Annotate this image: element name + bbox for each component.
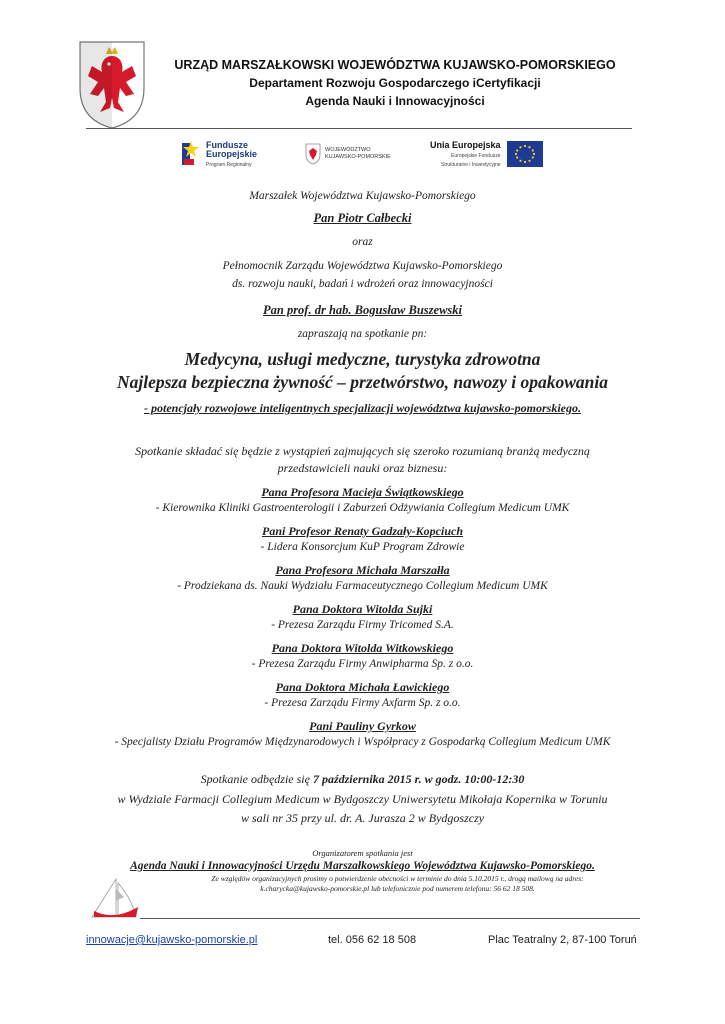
event-date: 7 października 2015 r. w godz. 10:00-12:30: [312, 772, 525, 786]
wojewodztwo-logo: [305, 138, 391, 170]
ue-title: Unia Europejska: [430, 139, 501, 150]
organizer-label: Organizatorem spotkania jest: [312, 848, 413, 858]
footer-divider: [140, 918, 640, 919]
meeting-title-1: Medycyna, usługi medyczne, turystyka zdrowotna: [184, 349, 541, 369]
small-coat-icon: [305, 143, 321, 165]
plenipotentiary-title: Pełnomocnik Zarządu Województwa Kujawsko-Pomorskiego: [222, 260, 503, 272]
speaker-name: Pana Doktora Michała Ławickiego: [275, 680, 450, 694]
speaker-role: - Kierownika Kliniki Gastroenterologii i Zaburzeń Odżywiania Collegium Medicum UMK: [155, 502, 570, 514]
speaker-name: Pani Profesor Renaty Gadzały-Kopciuch: [262, 524, 463, 538]
fundusze-europejskie-logo: [180, 138, 257, 170]
woj-line1: WOJEWÓDZTWO: [325, 147, 371, 153]
speaker-name: Pana Doktora Witolda Witkowskiego: [271, 641, 454, 655]
footer-phone: tel. 056 62 18 508: [328, 934, 417, 946]
header-divider: [86, 128, 632, 129]
unia-europejska-logo: [430, 138, 543, 170]
host2-name: Pan prof. dr hab. Bogusław Buszewski: [262, 303, 462, 317]
fe-title2: Europejskie: [206, 148, 258, 159]
speaker-name: Pana Doktora Witolda Sujki: [292, 602, 433, 616]
event-place-1: w Wydziale Farmacji Collegium Medicum w Bydgoszczy Uniwersytetu Mikołaja Kopernika w Toruniu: [117, 792, 608, 806]
footer-email-link[interactable]: innowacje@kujawsko-pomorskie.pl: [86, 934, 258, 946]
agenda-name: Agenda Nauki i Innowacyjności: [305, 94, 485, 108]
fe-sub: Program Regionalny: [206, 161, 252, 168]
eu-flag-icon: [507, 141, 543, 167]
event-place-2: w sali nr 35 przy ul. dr. A. Jurasza 2 w Bydgoszczy: [240, 811, 485, 825]
speaker-name: Pana Profesora Macieja Świątkowskiego: [261, 485, 464, 499]
plenipotentiary-scope: ds. rozwoju nauki, badań i wdrożeń oraz innowacyjności: [232, 278, 493, 290]
speaker-role: - Specjalisty Działu Programów Międzynarodowych i Współpracy z Gospodarką Collegium Medicum UMK: [114, 736, 611, 748]
invite-text: zapraszają na spotkanie pn:: [297, 328, 428, 340]
meeting-title-2: Najlepsza bezpieczna żywność – przetwórstwo, nawozy i opakowania: [116, 372, 609, 392]
intro-line-2: przedstawicieli nauki oraz biznesu:: [277, 461, 448, 475]
speaker-role: - Prodziekana ds. Nauki Wydziału Farmaceutycznego Collegium Medicum UMK: [177, 580, 548, 592]
meeting-subtitle: - potencjały rozwojowe inteligentnych specjalizacji województwa kujawsko-pomorskiego.: [143, 401, 581, 415]
host1-name: Pan Piotr Całbecki: [313, 211, 412, 225]
speaker-role: - Prezesa Zarządu Firmy Tricomed S.A.: [271, 619, 454, 631]
ue-sub2: Strukturalne i Inwestycyjne: [441, 161, 501, 168]
fe-star-icon: [180, 139, 202, 169]
intro-line-1: Spotkanie składać się będzie z wystąpień zajmujących się szeroko rozumianą branżą medyczną: [135, 444, 590, 458]
department-name: Departament Rozwoju Gospodarczego iCertyfikacji: [249, 76, 541, 90]
sail-logo-icon: [86, 877, 142, 921]
event-date-prefix: Spotkanie odbędzie się: [200, 772, 313, 786]
speaker-role: - Prezesa Zarządu Firmy Axfarm Sp. z o.o.: [264, 697, 461, 709]
event-date-line: [40, 772, 685, 787]
confirmation-note-1: Ze względów organizacyjnych prosimy o potwierdzenie obecności w terminie do dnia 5.10.2015 r., drogą mailową na adres:: [211, 874, 584, 883]
speaker-name: Pana Profesora Michała Marszałła: [275, 563, 450, 577]
speaker-role: - Lidera Konsorcjum KuP Program Zdrowie: [260, 541, 465, 553]
fe-title1: Fundusze: [206, 139, 248, 150]
marshal-title: Marszałek Województwa Kujawsko-Pomorskiego: [249, 190, 476, 202]
speaker-role: - Prezesa Zarządu Firmy Anwipharma Sp. z o.o.: [251, 658, 474, 670]
coat-of-arms-icon: [76, 38, 148, 130]
office-name: URZĄD MARSZAŁKOWSKI WOJEWÓDZTWA KUJAWSKO-POMORSKIEGO: [174, 58, 616, 72]
organizer-name: Agenda Nauki i Innowacyjności Urzędu Marszałkowskiego Województwa Kujawsko-Pomorskiego.: [130, 860, 595, 872]
ue-sub1: Europejskie Fundusze: [451, 152, 501, 159]
footer-address: Plac Teatralny 2, 87-100 Toruń: [488, 934, 637, 946]
woj-line2: KUJAWSKO-POMORSKIE: [325, 154, 391, 160]
and-text: oraz: [352, 236, 373, 248]
footer-email-wrap: [86, 934, 257, 946]
confirmation-note-2: k.charycka@kujawsko-pomorskie.pl lub telefonicznie pod numerem telefonu: 56 62 18 508.: [260, 884, 535, 893]
speaker-name: Pani Pauliny Gyrkow: [309, 719, 416, 733]
